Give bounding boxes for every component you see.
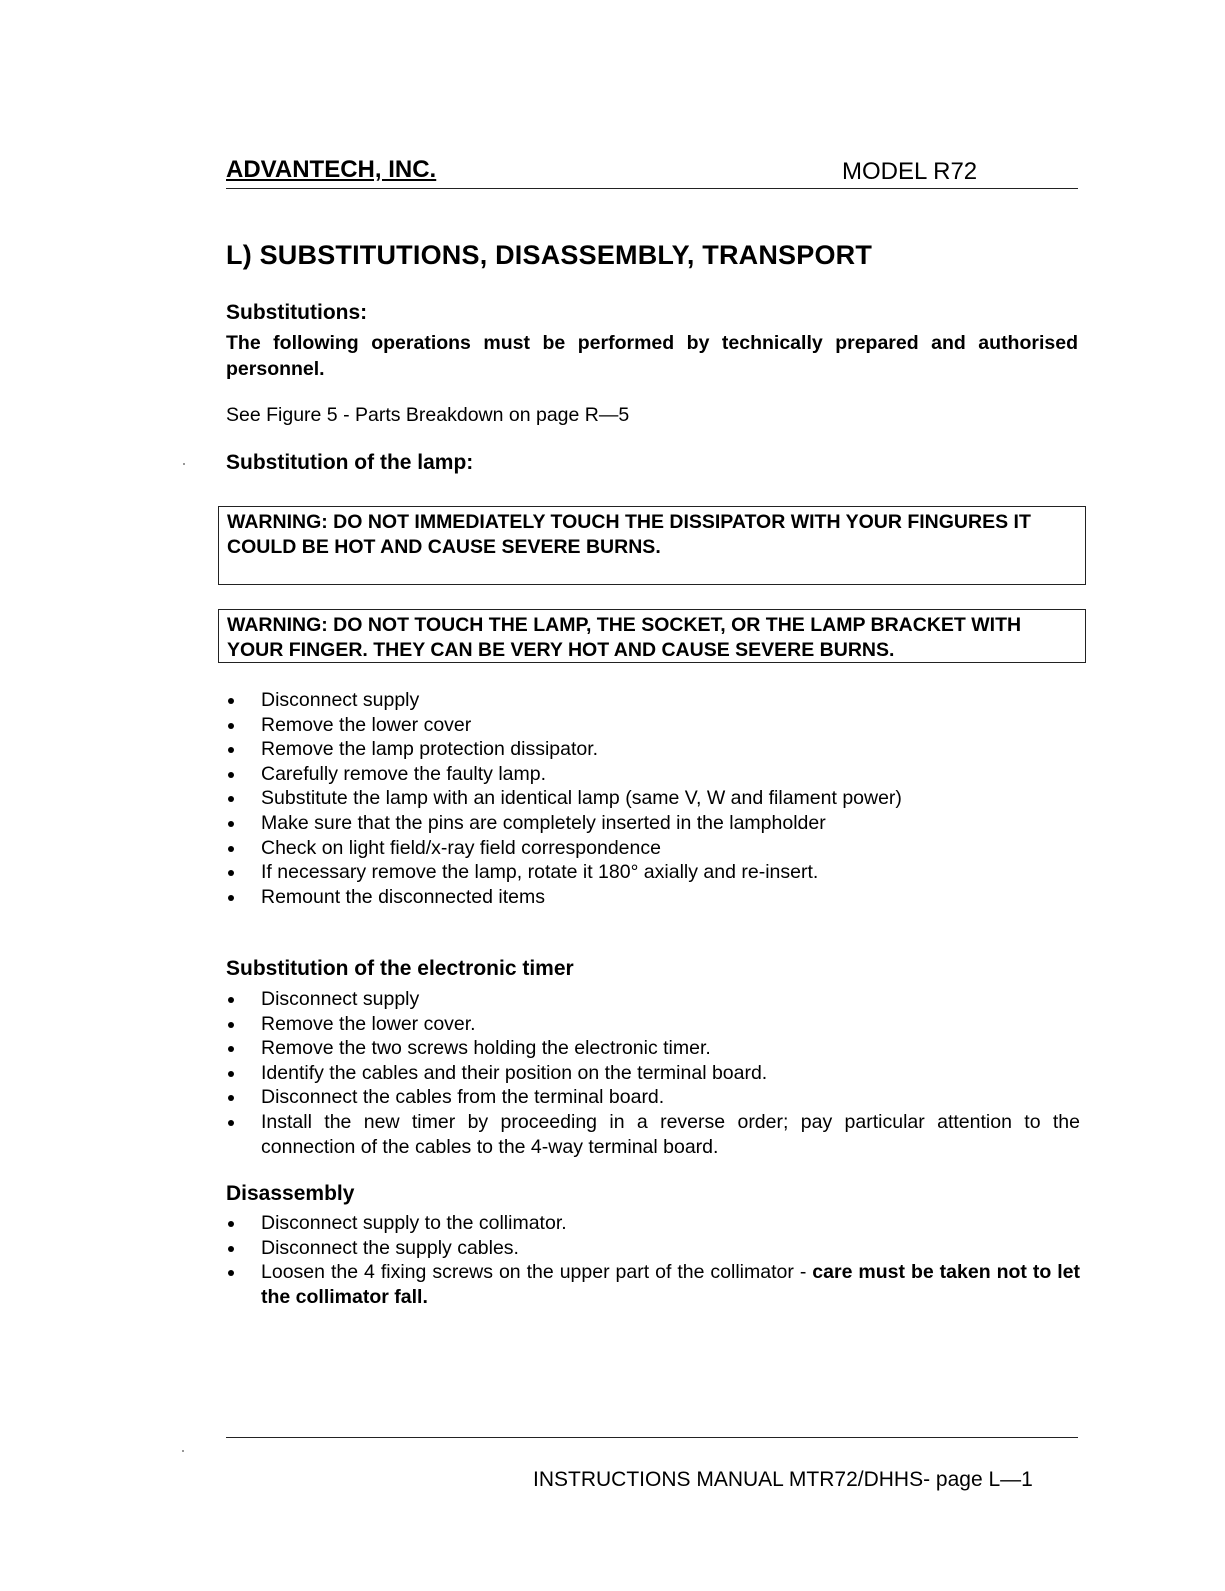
- bullet-icon: [228, 723, 234, 729]
- bullet-icon: [228, 1221, 234, 1227]
- bullet-icon: [228, 772, 234, 778]
- model-name: MODEL R72: [842, 158, 978, 185]
- list-item: Carefully remove the faulty lamp.: [226, 762, 1080, 787]
- warning-text: WARNING: DO NOT TOUCH THE LAMP, THE SOCKET, OR THE LAMP BRACKET WITH YOUR FINGER. THEY CAN BE VERY HOT AND CAUSE SEVERE BURNS.: [227, 614, 1022, 661]
- list-item: Disconnect supply: [226, 987, 1080, 1012]
- disassembly-heading: Disassembly: [226, 1182, 355, 1205]
- substitutions-heading: Substitutions:: [226, 301, 368, 324]
- bullet-icon: [228, 1270, 234, 1276]
- bullet-icon: [228, 1120, 234, 1126]
- page-header: [226, 152, 1078, 189]
- list-item: Remove the lamp protection dissipator.: [226, 737, 1080, 762]
- section-title: L) SUBSTITUTIONS, DISASSEMBLY, TRANSPORT: [226, 240, 873, 270]
- warning-box-lamp: [218, 609, 1086, 663]
- list-item: Disconnect the cables from the terminal board.: [226, 1085, 1080, 1110]
- lamp-heading: Substitution of the lamp:: [226, 451, 474, 474]
- list-item: Remount the disconnected items: [226, 885, 1080, 910]
- scan-speck: [182, 1450, 184, 1452]
- bullet-icon: [228, 1246, 234, 1252]
- bullet-icon: [228, 821, 234, 827]
- company-name: ADVANTECH, INC.: [226, 156, 437, 183]
- disassembly-steps-list: [226, 1211, 1080, 1309]
- list-item: Identify the cables and their position on the terminal board.: [226, 1061, 1080, 1086]
- list-item: Remove the two screws holding the electronic timer.: [226, 1036, 1080, 1061]
- substitutions-intro: The following operations must be performed by technically prepared and authorised personnel.: [226, 332, 1078, 380]
- list-item: Substitute the lamp with an identical lamp (same V, W and filament power): [226, 786, 1080, 811]
- bullet-icon: [228, 796, 234, 802]
- footer-divider: [226, 1437, 1078, 1438]
- bullet-icon: [228, 846, 234, 852]
- list-item: Loosen the 4 fixing screws on the upper part of the collimator - care must be taken not to let the collimator fall.: [226, 1260, 1080, 1309]
- bullet-icon: [228, 1022, 234, 1028]
- list-item: Check on light field/x-ray field correspondence: [226, 836, 1080, 861]
- list-item: Disconnect supply to the collimator.: [226, 1211, 1080, 1236]
- figure-reference: See Figure 5 - Parts Breakdown on page R—5: [226, 404, 630, 426]
- bullet-icon: [228, 698, 234, 704]
- caution-text: care must be taken not to let the collimator fall.: [261, 1261, 1080, 1308]
- footer-text: INSTRUCTIONS MANUAL MTR72/DHHS- page L—1: [533, 1468, 1033, 1491]
- list-item: Disconnect the supply cables.: [226, 1236, 1080, 1261]
- bullet-icon: [228, 1071, 234, 1077]
- bullet-icon: [228, 870, 234, 876]
- list-item: If necessary remove the lamp, rotate it 180° axially and re-insert.: [226, 860, 1080, 885]
- timer-steps-list: [226, 987, 1080, 1159]
- bullet-icon: [228, 1046, 234, 1052]
- bullet-icon: [228, 747, 234, 753]
- lamp-steps-list: [226, 688, 1080, 909]
- list-item: Remove the lower cover: [226, 713, 1080, 738]
- warning-text: WARNING: DO NOT IMMEDIATELY TOUCH THE DISSIPATOR WITH YOUR FINGURES IT COULD BE HOT AND CAUSE SEVERE BURNS.: [227, 511, 1031, 558]
- list-item: Disconnect supply: [226, 688, 1080, 713]
- warning-box-dissipator: [218, 506, 1086, 585]
- list-item: Make sure that the pins are completely inserted in the lampholder: [226, 811, 1080, 836]
- bullet-icon: [228, 1095, 234, 1101]
- bullet-icon: [228, 997, 234, 1003]
- list-item: Remove the lower cover.: [226, 1012, 1080, 1037]
- timer-heading: Substitution of the electronic timer: [226, 957, 574, 980]
- bullet-icon: [228, 895, 234, 901]
- list-item: Install the new timer by proceeding in a reverse order; pay particular attention to the connection of the cables to the 4-way terminal board.: [226, 1110, 1080, 1159]
- scan-speck: [183, 463, 185, 465]
